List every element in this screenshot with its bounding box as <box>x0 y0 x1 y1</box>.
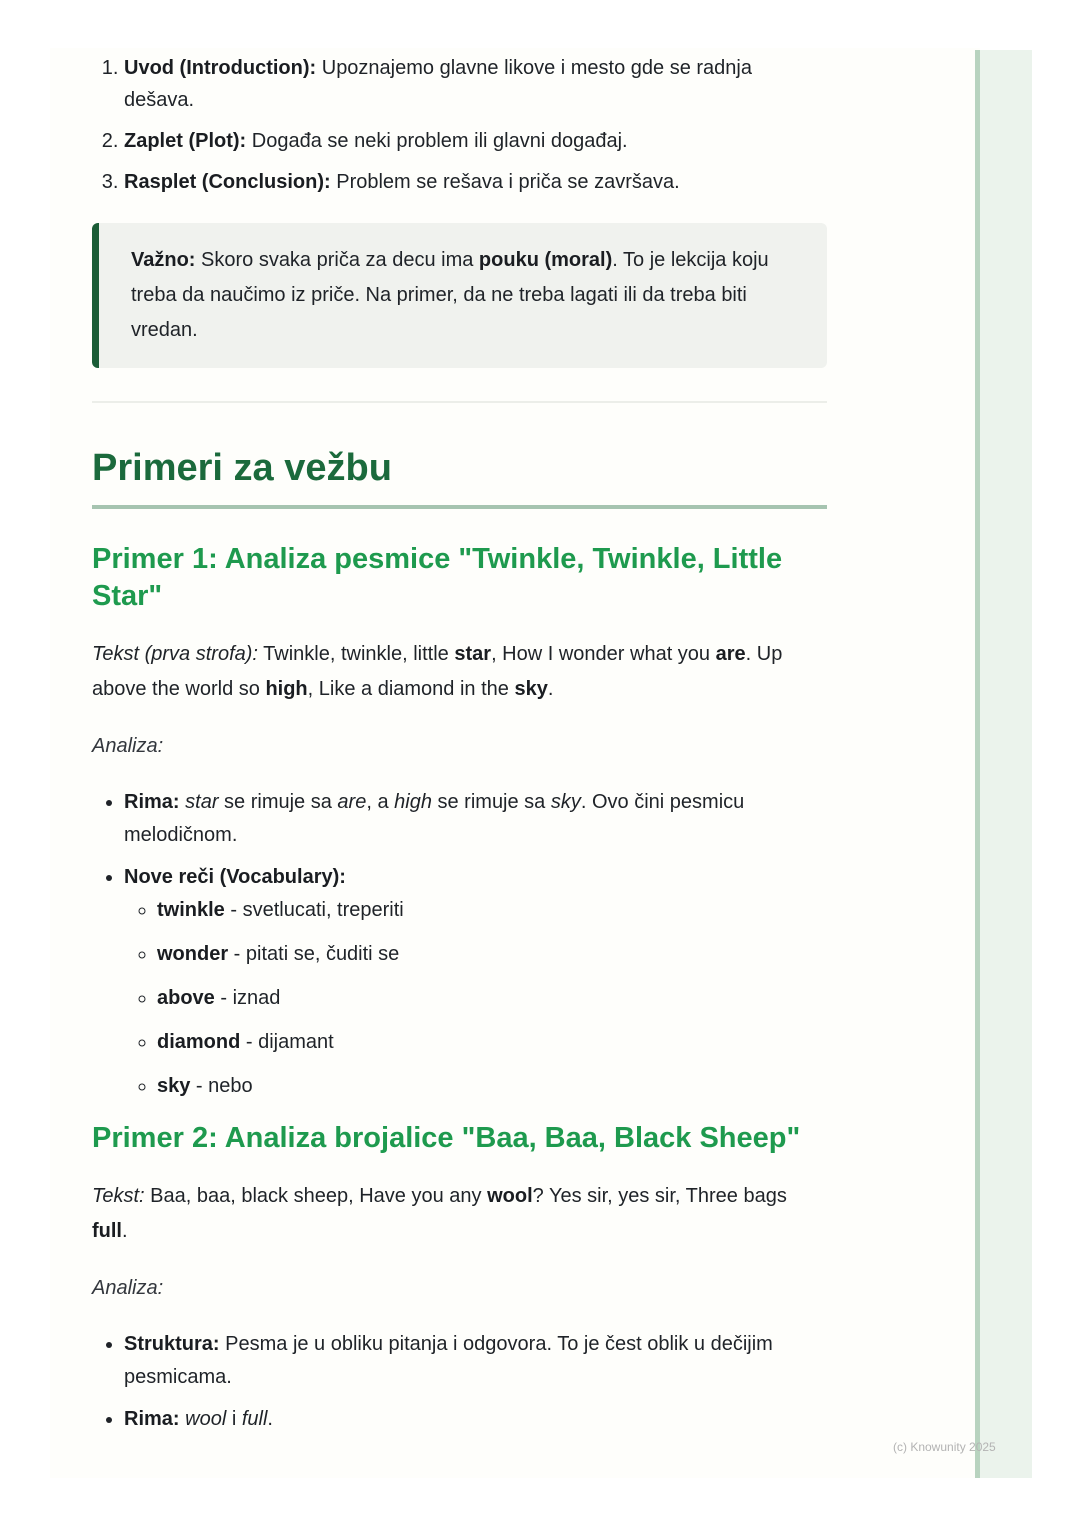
callout-text: Skoro svaka priča za decu ima <box>195 249 479 271</box>
text-label: Tekst: <box>92 1185 145 1207</box>
list-item <box>124 786 827 852</box>
list-item <box>124 125 827 157</box>
document-content <box>92 52 827 1445</box>
side-panel <box>975 50 1032 1478</box>
analysis-label: Analiza: <box>92 1277 164 1299</box>
vocab-meaning: - dijamant <box>240 1031 334 1053</box>
callout-bold: pouku (moral) <box>478 249 613 271</box>
vocab-item <box>157 1070 827 1102</box>
vocab-label: Nove reči (Vocabulary): <box>124 866 346 888</box>
text-label: Tekst (prva strofa): <box>92 643 258 665</box>
vocab-meaning: - svetlucati, treperiti <box>224 899 404 921</box>
vocab-word: twinkle <box>157 899 225 921</box>
list-item <box>124 1403 827 1436</box>
text: . <box>122 1220 128 1242</box>
example1-text <box>92 637 827 707</box>
bold-word: wool <box>487 1185 533 1207</box>
list-item <box>124 861 827 1102</box>
important-callout <box>92 223 827 368</box>
rhyme-label: Rima: <box>124 1408 180 1430</box>
italic-word: sky <box>550 791 581 813</box>
divider <box>92 401 827 403</box>
vocab-item <box>157 894 827 926</box>
list-item <box>124 166 827 198</box>
text: , Like a diamond in the <box>307 678 515 700</box>
vocab-item <box>157 1026 827 1058</box>
example2-analysis-list <box>92 1328 827 1436</box>
italic-word: are <box>337 791 367 813</box>
italic-word: star <box>185 791 219 813</box>
rhyme-label: Rima: <box>124 791 180 813</box>
vocab-word: wonder <box>157 943 229 965</box>
analysis-label: Analiza: <box>92 735 164 757</box>
bold-word: high <box>265 678 308 700</box>
example2-text <box>92 1179 827 1249</box>
text: , How I wonder what you <box>491 643 716 665</box>
callout-label: Važno: <box>131 249 196 271</box>
bold-word: sky <box>514 678 548 700</box>
text: . Ovo čini pesmicu melodičnom. <box>124 791 745 846</box>
text: se rimuje sa <box>431 791 551 813</box>
example2-title: Primer 2: Analiza brojalice "Baa, Baa, Black Sheep" <box>92 1122 801 1154</box>
vocab-word: above <box>157 987 215 1009</box>
vocab-meaning: - nebo <box>190 1075 253 1097</box>
vocab-item <box>157 982 827 1014</box>
text: Baa, baa, black sheep, Have you any <box>144 1185 488 1207</box>
text: i <box>226 1408 242 1430</box>
term: Zaplet (Plot): <box>124 130 247 152</box>
text: se rimuje sa <box>218 791 338 813</box>
italic-word: full <box>241 1408 268 1430</box>
list-item <box>124 1328 827 1394</box>
term: Rasplet (Conclusion): <box>124 171 331 193</box>
vocab-item <box>157 938 827 970</box>
text: Twinkle, twinkle, little <box>257 643 455 665</box>
vocabulary-list <box>124 894 827 1102</box>
text: . Up above the world so <box>92 643 783 700</box>
example1-title: Primer 1: Analiza pesmice "Twinkle, Twinkle, Little Star" <box>92 543 783 612</box>
vocab-word: diamond <box>157 1031 241 1053</box>
italic-word: high <box>394 791 432 813</box>
text: , a <box>366 791 395 813</box>
section-title: Primeri za vežbu <box>92 445 827 509</box>
text: ? Yes sir, yes sir, Three bags <box>532 1185 787 1207</box>
callout-text: . To je lekcija koju treba da naučimo iz priče. Na primer, da ne treba lagati ili da treba biti vredan. <box>131 249 769 341</box>
italic-word: wool <box>185 1408 227 1430</box>
text: Pesma je u obliku pitanja i odgovora. To je čest oblik u dečijim pesmicama. <box>124 1333 773 1388</box>
definition: Problem se rešava i priča se završava. <box>330 171 680 193</box>
bold-word: star <box>454 643 492 665</box>
vocab-word: sky <box>157 1075 191 1097</box>
vocab-meaning: - iznad <box>214 987 281 1009</box>
text: . <box>267 1408 273 1430</box>
bold-word: full <box>92 1220 122 1242</box>
text: . <box>547 678 554 700</box>
definition: Događa se neki problem ili glavni događaj. <box>246 130 628 152</box>
structure-label: Struktura: <box>124 1333 220 1355</box>
bold-word: are <box>715 643 746 665</box>
list-item <box>124 52 827 116</box>
term: Uvod (Introduction): <box>124 57 317 79</box>
copyright-footer: (c) Knowunity 2025 <box>893 1440 996 1454</box>
definition: Upoznajemo glavne likove i mesto gde se radnja dešava. <box>124 57 752 111</box>
example1-analysis-list <box>92 786 827 1102</box>
vocab-meaning: - pitati se, čuditi se <box>228 943 400 965</box>
story-structure-list <box>92 52 827 198</box>
